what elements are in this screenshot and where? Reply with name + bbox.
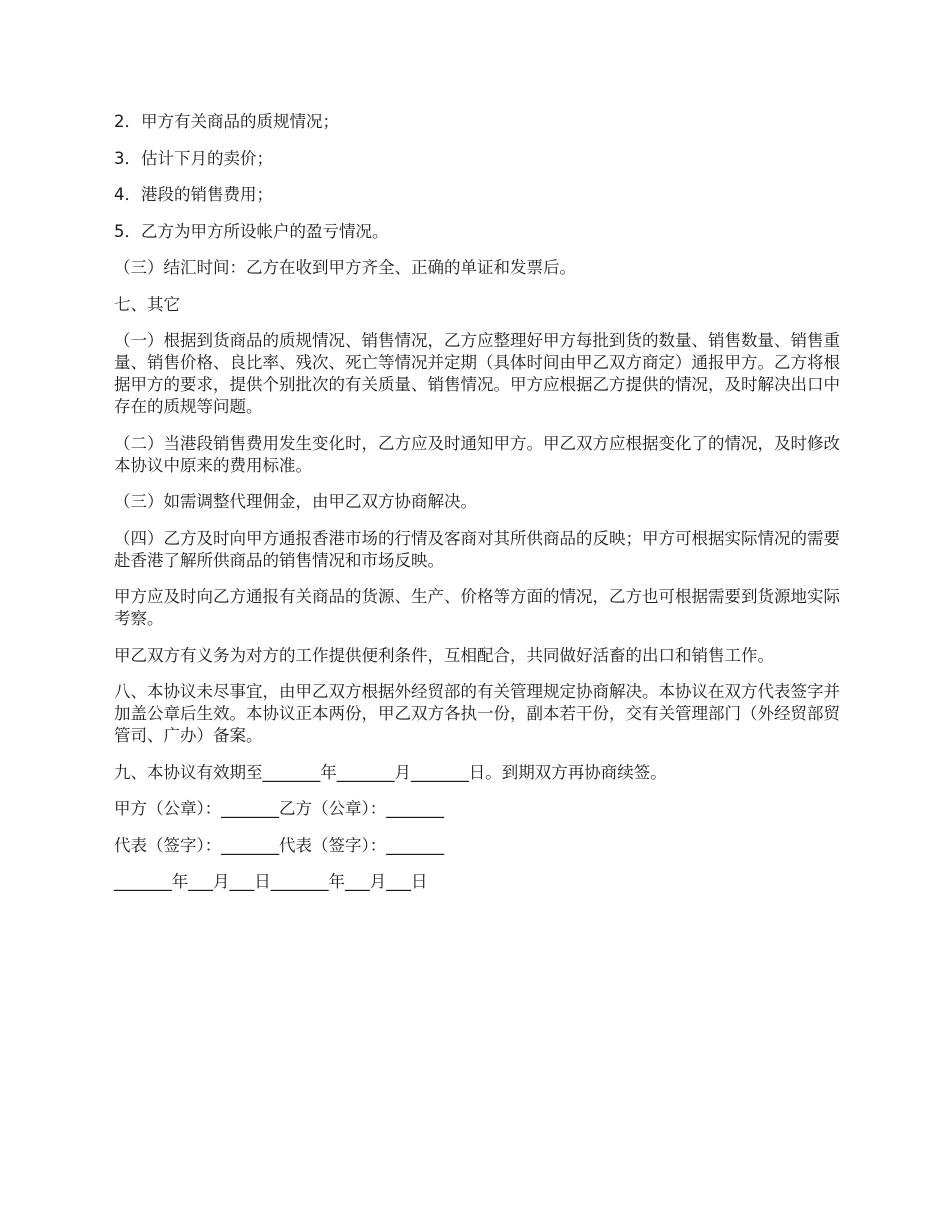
list-item-5: 5．乙方为甲方所设帐户的盈亏情况。 bbox=[114, 221, 389, 241]
section-eight-clause: 八、本协议未尽事宜，由甲乙双方根据外经贸部的有关管理规定协商解决。本协议在双方代表签字并加盖公章后生效。本协议正本两份，甲乙双方各执一份，副本若干份，交有关管理部门（外经贸部贸管司、广办）备案。 bbox=[114, 682, 840, 745]
signature-seal-line: 甲方（公章）：_______乙方（公章）：_______ bbox=[114, 799, 444, 818]
section-heading-other: 七、其它 bbox=[114, 294, 180, 314]
other-clause-1: （一）根据到货商品的质规情况、销售情况，乙方应整理好甲方每批到货的数量、销售数量、销售重量、销售价格、良比率、残次、死亡等情况并定期（具体时间由甲乙双方商定）通报甲方。乙方将根据甲方的要求，提供个别批次的有关质量、销售情况。甲方应根据乙方提供的情况，及时解决出口中存在的质规等问题。 bbox=[114, 331, 840, 416]
signature-date-line: _______年___月___日_______年___月___日 bbox=[114, 872, 428, 891]
other-clause-4: （四）乙方及时向甲方通报香港市场的行情及客商对其所供商品的反映；甲方可根据实际情况的需要赴香港了解所供商品的销售情况和市场反映。 bbox=[114, 528, 840, 570]
document-body bbox=[114, 111, 844, 908]
paragraph-mutual-cooperation: 甲乙双方有义务为对方的工作提供便利条件，互相配合，共同做好活畜的出口和销售工作。 bbox=[114, 645, 774, 665]
signature-representative-line: 代表（签字）：_______代表（签字）：_______ bbox=[114, 835, 444, 855]
list-item-2: 2．甲方有关商品的质规情况； bbox=[114, 112, 339, 131]
settlement-time-clause: （三）结汇时间：乙方在收到甲方齐全、正确的单证和发票后。 bbox=[114, 258, 576, 277]
paragraph-party-a-duty: 甲方应及时向乙方通报有关商品的货源、生产、价格等方面的情况，乙方也可根据需要到货源地实际考察。 bbox=[114, 587, 840, 628]
list-item-3: 3．估计下月的卖价； bbox=[114, 148, 273, 168]
other-clause-2: （二）当港段销售费用发生变化时，乙方应及时通知甲方。甲乙双方应根据变化了的情况，及时修改本协议中原来的费用标准。 bbox=[114, 433, 840, 475]
section-nine-validity: 九、本协议有效期至_______年_______月_______日。到期双方再协商续签。 bbox=[114, 762, 667, 782]
list-item-4: 4．港段的销售费用； bbox=[114, 185, 273, 204]
other-clause-3: （三）如需调整代理佣金，由甲乙双方协商解决。 bbox=[114, 492, 477, 511]
